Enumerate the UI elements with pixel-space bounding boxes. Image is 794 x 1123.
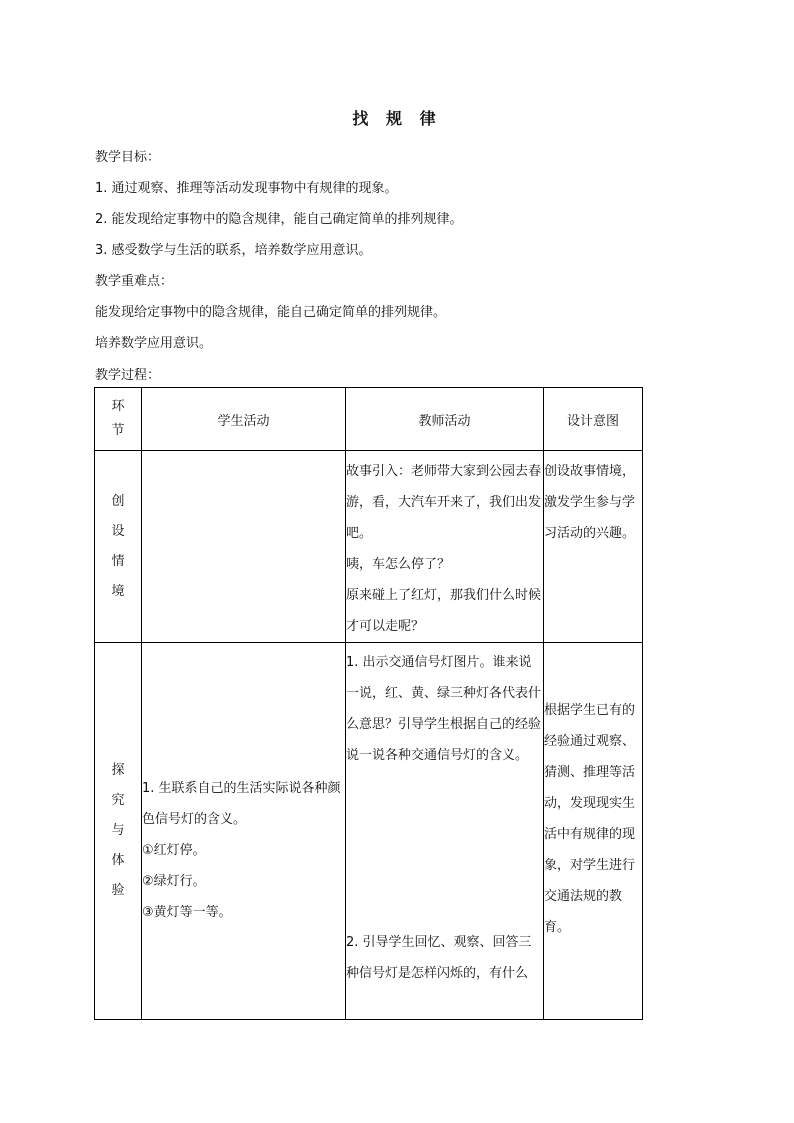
header-stage — [95, 388, 142, 451]
teacher-activity-text: 1. 出示交通信号灯图片。谁来说一说，红、黄、绿三种灯各代表什么意思？引导学生根据自己的经验说一说各种交通信号灯的含义。 — [346, 655, 542, 763]
student-activity-text: 1. 生联系自己的生活实际说各种颜色信号灯的含义。 ①红灯停。 ②绿灯行。 ③黄灯等一等。 — [142, 781, 341, 920]
table-row — [95, 643, 643, 1020]
objectives-heading: 教学目标： — [95, 150, 161, 165]
table-row — [95, 451, 643, 643]
header-design-intent: 设计意图 — [544, 388, 643, 451]
key-point-item: 能发现给定事物中的隐含规律，能自己确定简单的排列规律。 — [95, 305, 447, 320]
teacher-activity-cell — [346, 451, 544, 643]
stage-cell — [95, 643, 142, 1020]
process-heading: 教学过程： — [95, 368, 161, 383]
key-points-heading: 教学重难点： — [95, 274, 174, 289]
student-activity-cell — [142, 643, 346, 1020]
design-intent-cell — [544, 451, 643, 643]
design-intent-text: 根据学生已有的经验通过观察、猜测、推理等活动，发现现实生活中有规律的现象，对学生进行交通法规的教育。 — [544, 703, 636, 935]
header-stage-label: 环 节 — [111, 399, 125, 438]
teacher-activity-cell — [346, 643, 544, 1020]
header-student-activity: 学生活动 — [142, 388, 346, 451]
design-intent-cell — [544, 643, 643, 1020]
stage-label: 探 究 与 体 验 — [111, 763, 125, 898]
objective-item: 3. 感受数学与生活的联系，培养数学应用意识。 — [95, 243, 372, 258]
stage-cell — [95, 451, 142, 643]
objective-item: 1. 通过观察、推理等活动发现事物中有规律的现象。 — [95, 181, 398, 196]
header-teacher-activity: 教师活动 — [346, 388, 544, 451]
objective-item: 2. 能发现给定事物中的隐含规律，能自己确定简单的排列规律。 — [95, 212, 463, 227]
design-intent-text: 创设故事情境，激发学生参与学习活动的兴趣。 — [544, 464, 636, 541]
lesson-plan-table — [94, 387, 643, 1020]
key-point-item: 培养数学应用意识。 — [95, 336, 213, 351]
teacher-activity-text: 故事引入：老师带大家到公园去春游，看，大汽车开来了，我们出发吧。 咦，车怎么停了？ 原来碰上了红灯，那我们什么时候才可以走呢？ — [346, 464, 542, 634]
student-activity-cell — [142, 451, 346, 643]
stage-label: 创 设 情 境 — [111, 493, 125, 599]
table-header-row — [95, 388, 643, 451]
teacher-activity-text: 2. 引导学生回忆、观察、回答三种信号灯是怎样闪烁的，有什么 — [346, 935, 532, 981]
document-title: 找 规 律 — [352, 109, 442, 128]
